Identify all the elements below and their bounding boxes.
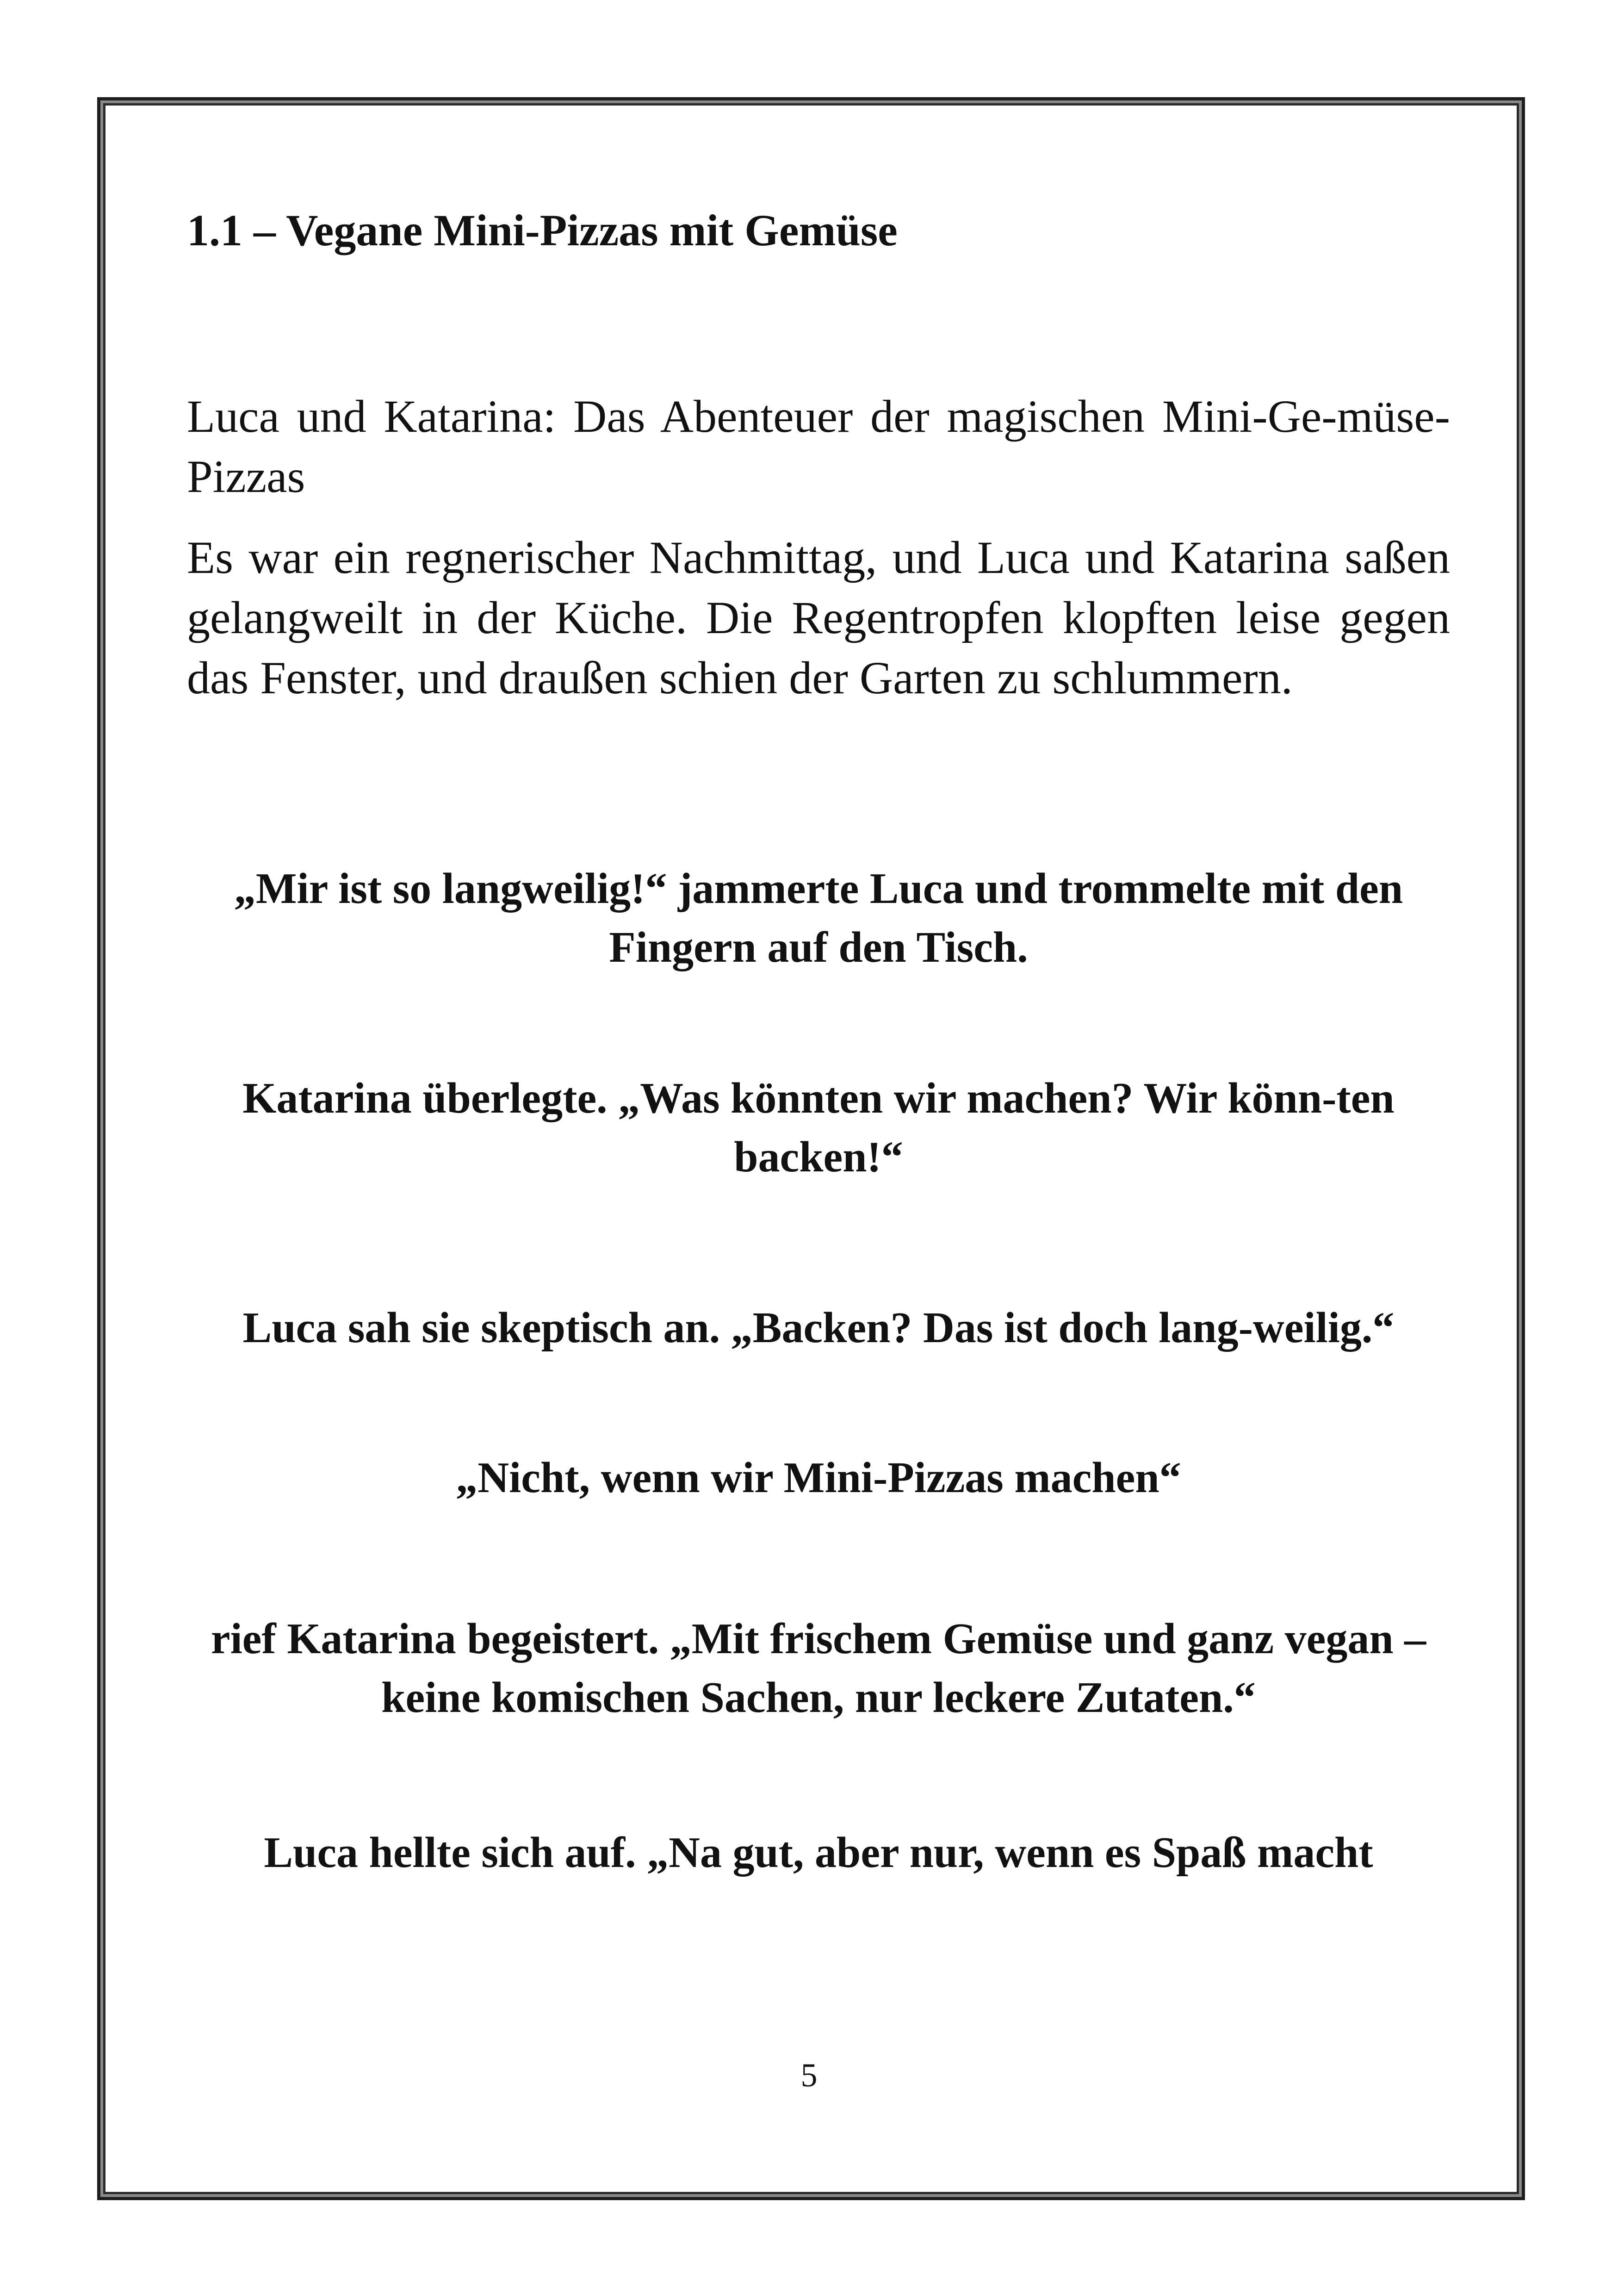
- dialogue-line: Luca hellte sich auf. „Na gut, aber nur, wenn es Spaß macht: [264, 1829, 1373, 1877]
- story-title: Luca und Katarina: Das Abenteuer der magischen Mini-Ge-müse-Pizzas: [187, 391, 1450, 502]
- intro-paragraph: Es war ein regnerischer Nachmittag, und Luca und Katarina saßen gelangweilt in der Küche. Die Regentropfen klopften leise gegen das Fenster, und draußen schien der Garten zu schlummern.: [187, 532, 1450, 703]
- dialogue-line: „Mir ist so langweilig!“ jammerte Luca und trommelte mit den Fingern auf den Tisch.: [234, 865, 1403, 971]
- dialogue-line: „Nicht, wenn wir Mini-Pizzas machen“: [456, 1454, 1181, 1502]
- dialogue-line: Katarina überlegte. „Was könnten wir machen? Wir könn-ten backen!“: [242, 1074, 1395, 1181]
- chapter-heading: 1.1 – Vegane Mini-Pizzas mit Gemüse: [187, 205, 898, 255]
- dialogue-line: rief Katarina begeistert. „Mit frischem Gemüse und ganz vegan – keine komischen Sachen, nur leckere Zutaten.“: [211, 1615, 1426, 1722]
- page-number: 5: [800, 2057, 818, 2094]
- dialogue-line: Luca sah sie skeptisch an. „Backen? Das ist doch lang-weilig.“: [242, 1304, 1395, 1352]
